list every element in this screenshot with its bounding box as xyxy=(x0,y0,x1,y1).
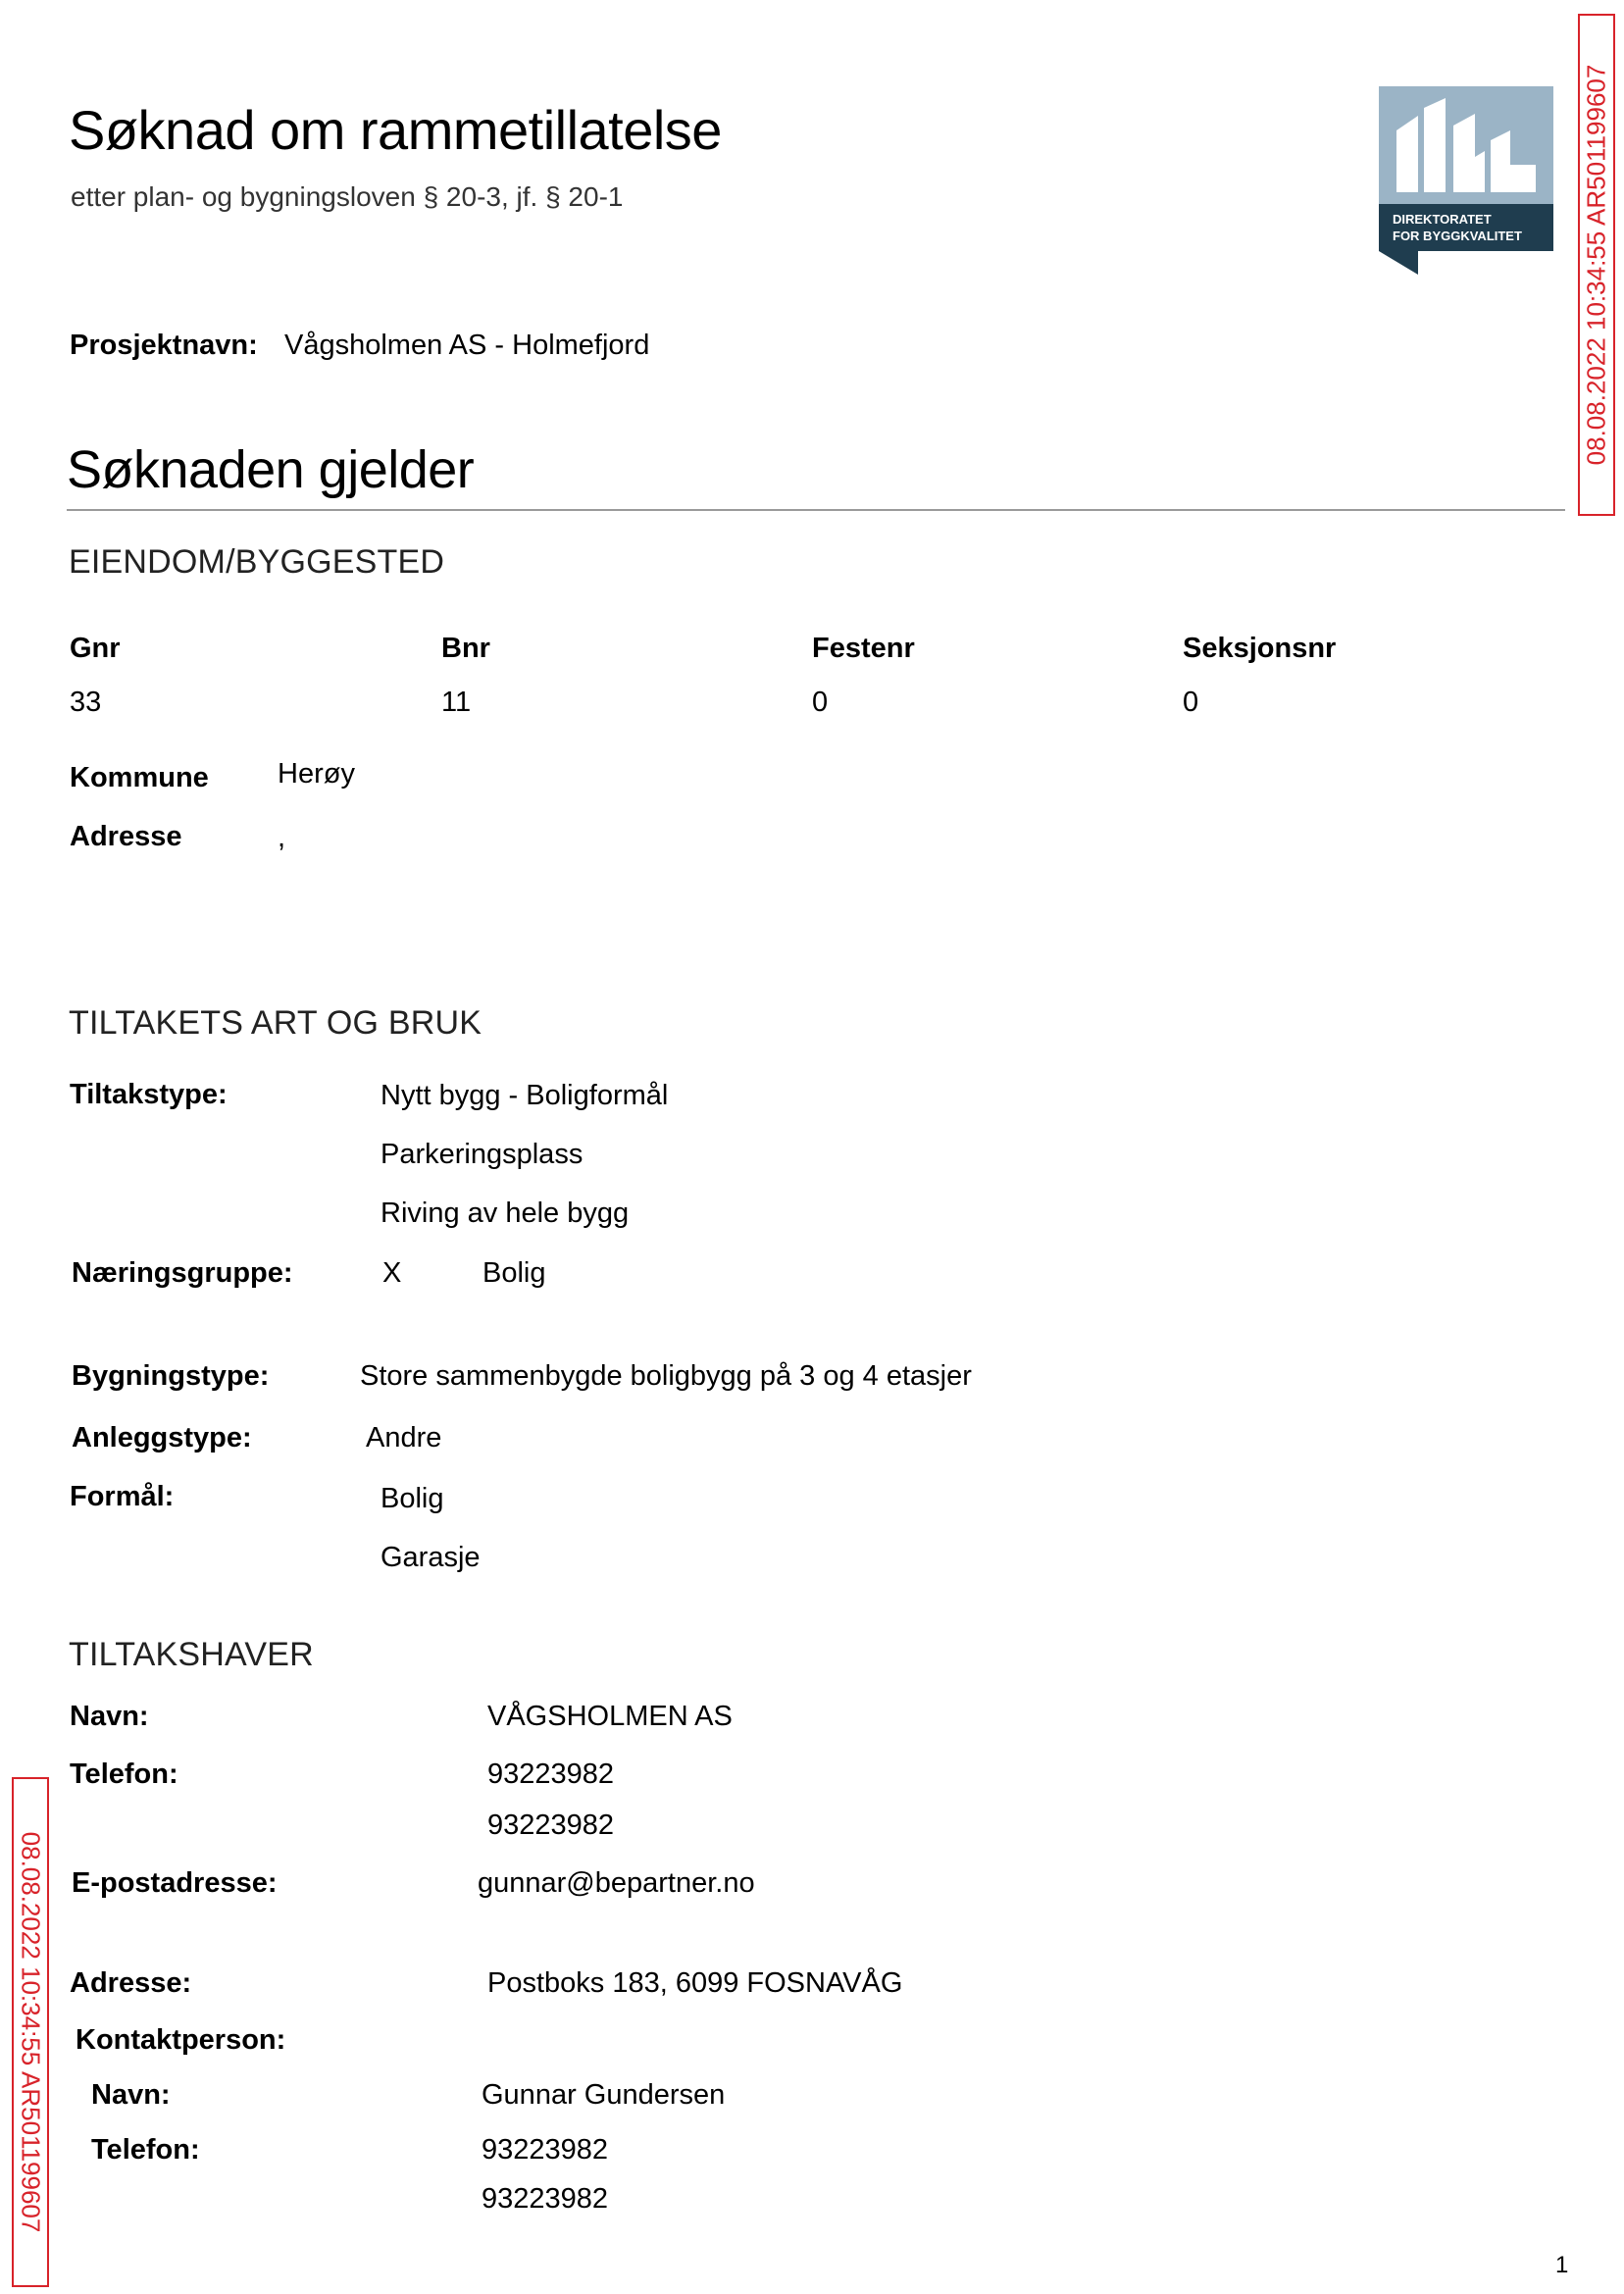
tiltakstype-label: Tiltakstype: xyxy=(70,1079,228,1110)
dibk-logo xyxy=(1379,86,1553,279)
tiltakshaver-telefon-value: 93223982 xyxy=(487,1810,615,1841)
project-name: Vågsholmen AS - Holmefjord xyxy=(284,330,650,361)
kontakt-navn-value: Gunnar Gundersen xyxy=(482,2079,726,2111)
gnr-value: 33 xyxy=(70,687,102,718)
tiltakstype-value: Parkeringsplass xyxy=(381,1139,584,1170)
festenr-label: Festenr xyxy=(812,633,915,664)
tiltakshaver-adresse-value: Postboks 183, 6099 FOSNAVÅG xyxy=(487,1967,903,1999)
tiltakshaver-navn-label: Navn: xyxy=(70,1701,149,1732)
anleggstype-value: Andre xyxy=(366,1422,442,1453)
gnr-label: Gnr xyxy=(70,633,121,664)
logo-line2: FOR BYGGKVALITET xyxy=(1393,229,1522,243)
bnr-label: Bnr xyxy=(441,633,490,664)
tiltak-heading: TILTAKETS ART OG BRUK xyxy=(69,1004,482,1042)
tiltakshaver-telefon-value: 93223982 xyxy=(487,1759,615,1790)
section-divider xyxy=(67,509,1565,511)
epost-label: E-postadresse: xyxy=(72,1867,278,1899)
naeringsgruppe-code: X xyxy=(382,1257,402,1289)
epost-value: gunnar@bepartner.no xyxy=(478,1867,755,1899)
kontakt-navn-label: Navn: xyxy=(91,2079,171,2111)
stamp-text: 08.08.2022 10:34:55 AR501199607 xyxy=(1581,64,1611,466)
formal-label: Formål: xyxy=(70,1481,175,1512)
seksjonsnr-label: Seksjonsnr xyxy=(1183,633,1337,664)
timestamp-stamp xyxy=(1578,14,1615,516)
page-number: 1 xyxy=(1555,2252,1569,2278)
eiendom-heading: EIENDOM/BYGGESTED xyxy=(69,543,445,581)
bygningstype-value: Store sammenbygde boligbygg på 3 og 4 etasjer xyxy=(360,1360,972,1392)
formal-value: Bolig xyxy=(381,1483,444,1514)
tiltakshaver-adresse-label: Adresse: xyxy=(70,1967,192,1999)
kontakt-telefon-label: Telefon: xyxy=(91,2134,200,2166)
kommune-value: Herøy xyxy=(278,758,355,790)
adresse-label: Adresse xyxy=(70,821,182,852)
tiltakshaver-telefon-label: Telefon: xyxy=(70,1759,178,1790)
naeringsgruppe-label: Næringsgruppe: xyxy=(72,1257,293,1289)
seksjonsnr-value: 0 xyxy=(1183,687,1199,718)
logo-line1: DIREKTORATET xyxy=(1393,212,1492,227)
adresse-value: , xyxy=(278,822,286,853)
tiltakshaver-heading: TILTAKSHAVER xyxy=(69,1636,314,1673)
timestamp-stamp xyxy=(12,1777,49,2287)
dibk-logo-icon xyxy=(1379,86,1553,279)
kontakt-telefon-value: 93223982 xyxy=(482,2134,609,2166)
tiltakshaver-navn-value: VÅGSHOLMEN AS xyxy=(487,1701,733,1732)
kommune-label: Kommune xyxy=(70,762,209,793)
bygningstype-label: Bygningstype: xyxy=(72,1360,270,1392)
formal-value: Garasje xyxy=(381,1542,481,1573)
document-title: Søknad om rammetillatelse xyxy=(69,99,722,161)
stamp-text: 08.08.2022 10:34:55 AR501199607 xyxy=(16,1831,46,2233)
document-subtitle: etter plan- og bygningsloven § 20-3, jf. § 20-1 xyxy=(71,181,624,212)
tiltakstype-value: Nytt bygg - Boligformål xyxy=(381,1080,669,1111)
bnr-value: 11 xyxy=(441,687,472,718)
tiltakstype-value: Riving av hele bygg xyxy=(381,1198,630,1229)
kontakt-telefon-value: 93223982 xyxy=(482,2183,609,2215)
project-label: Prosjektnavn: xyxy=(70,330,258,361)
anleggstype-label: Anleggstype: xyxy=(72,1422,252,1453)
festenr-value: 0 xyxy=(812,687,829,718)
naeringsgruppe-value: Bolig xyxy=(482,1257,546,1289)
kontaktperson-label: Kontaktperson: xyxy=(76,2024,286,2056)
section-title: Søknaden gjelder xyxy=(67,440,475,499)
